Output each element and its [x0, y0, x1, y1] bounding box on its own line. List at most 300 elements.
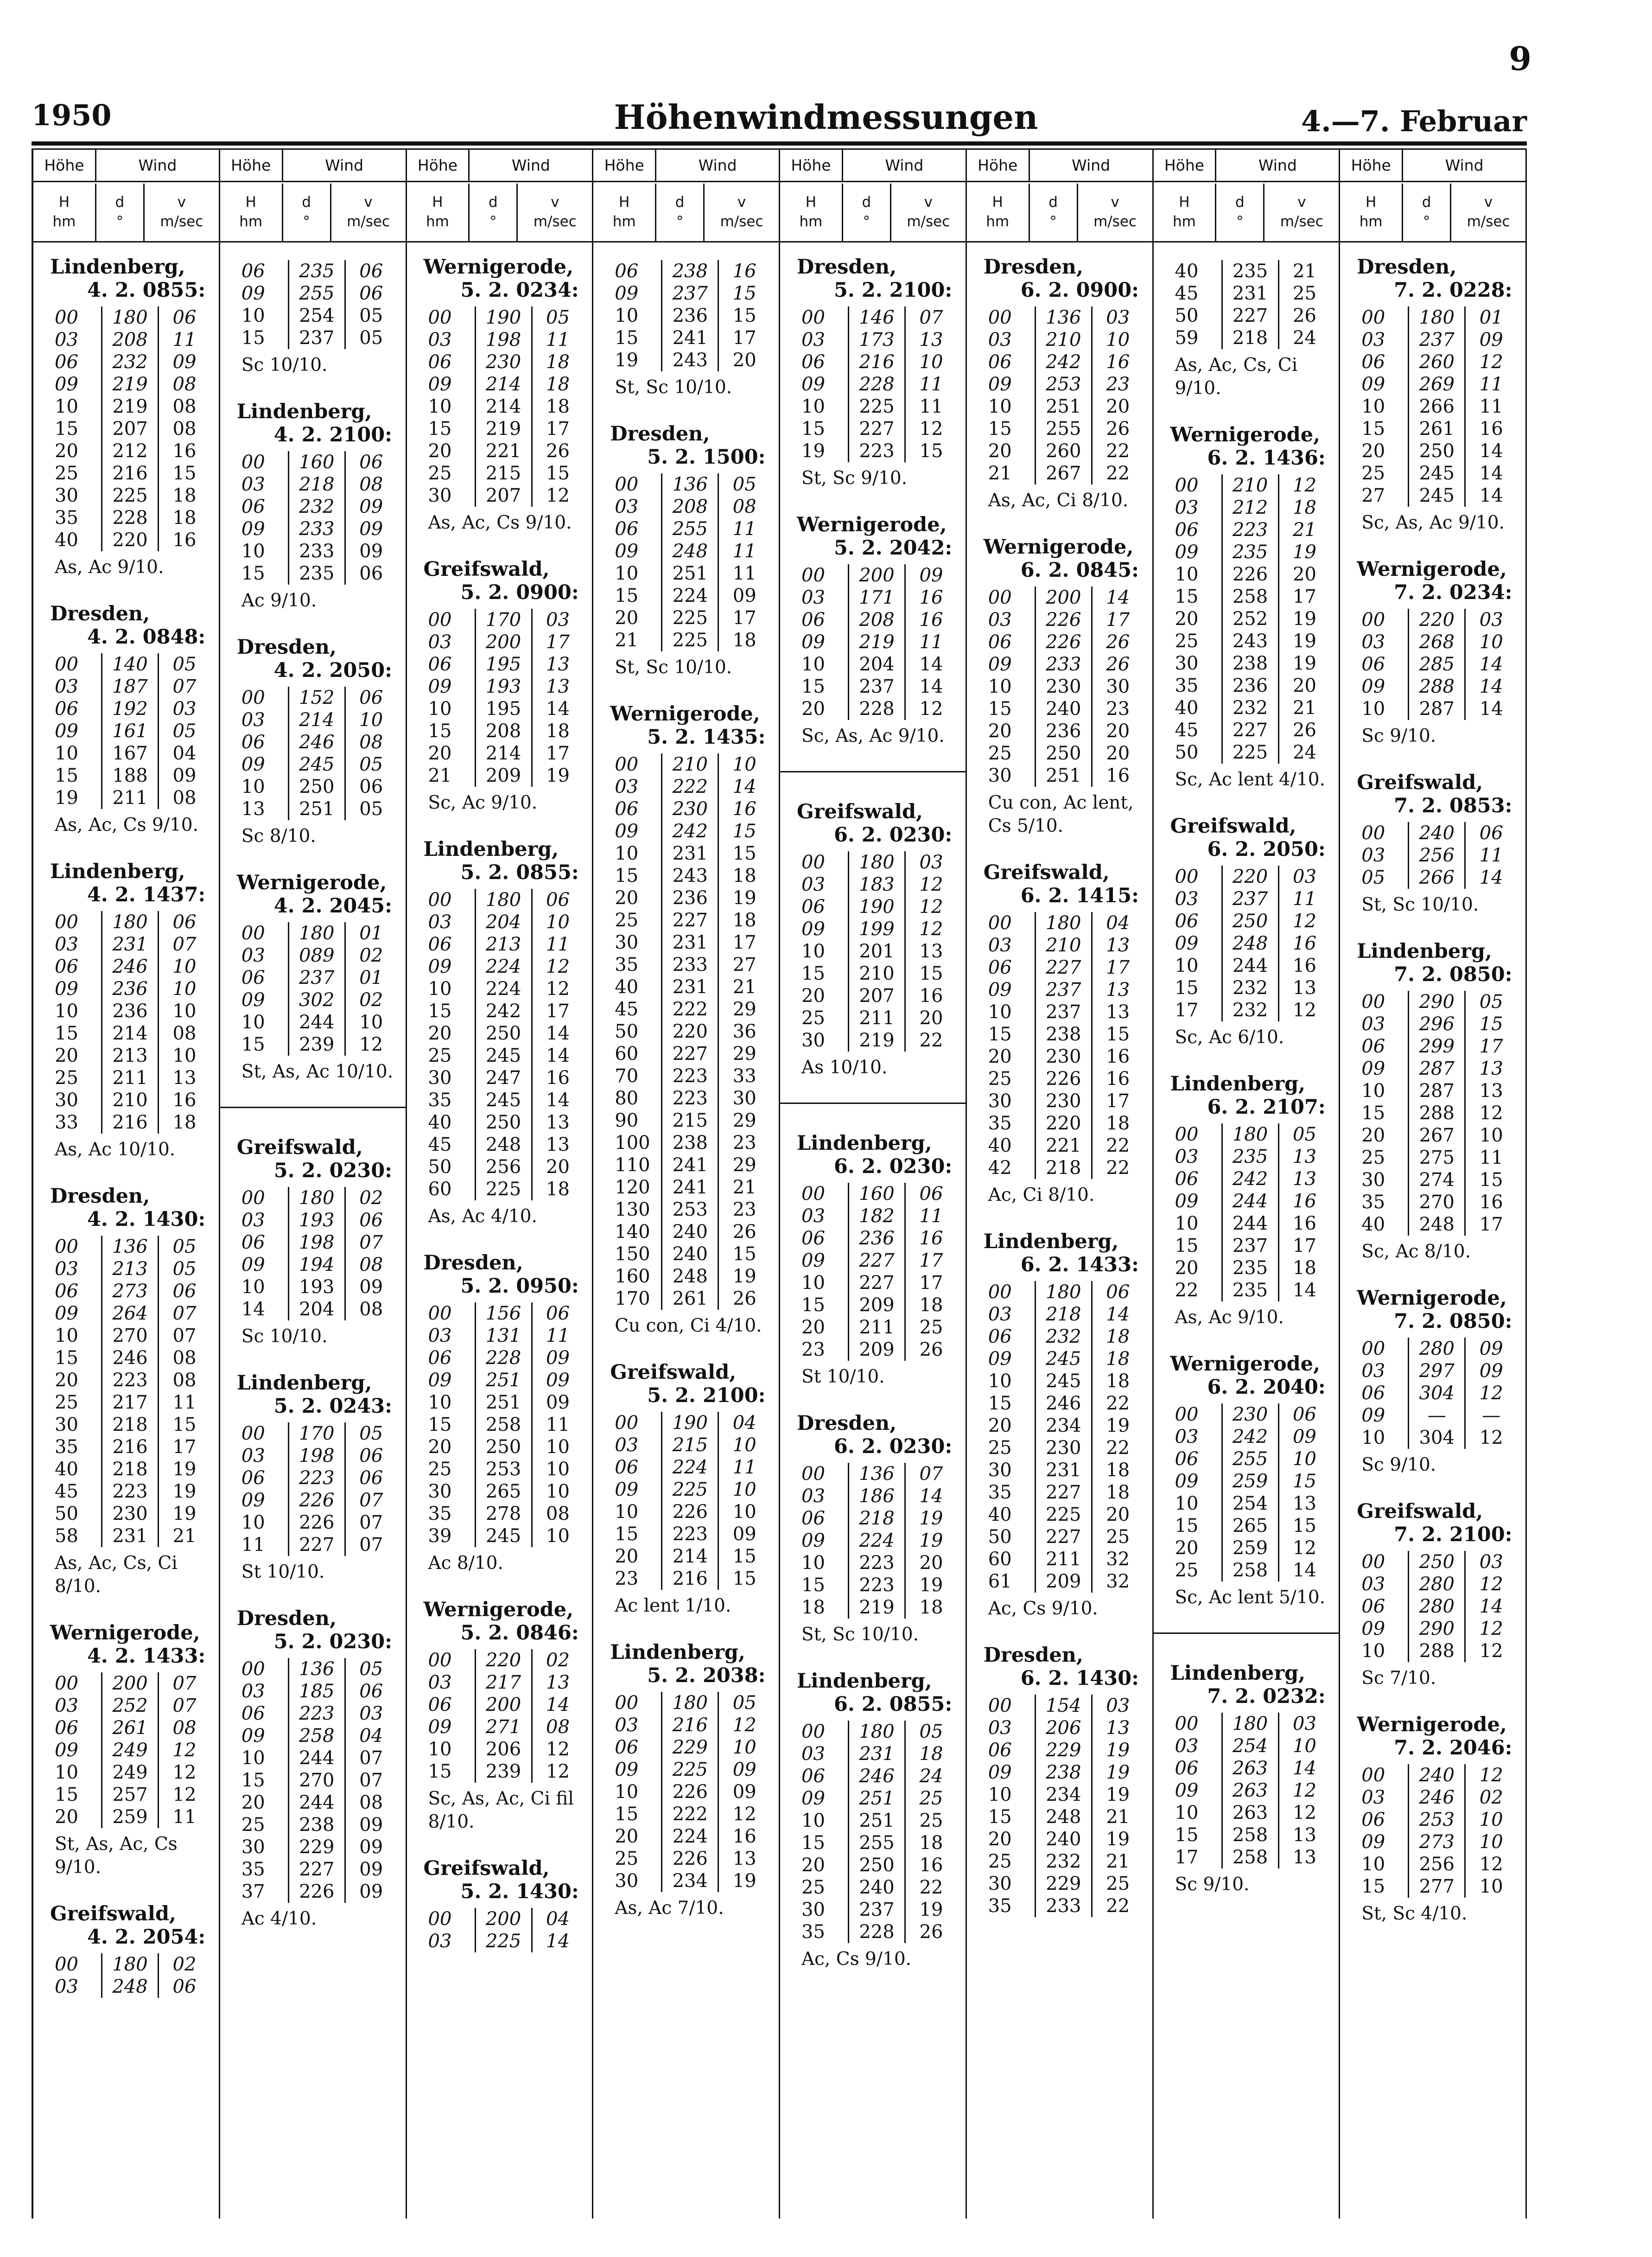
direction-cell: 245 — [475, 1045, 533, 1067]
station-block — [610, 1641, 771, 1920]
column-header-row-1 — [220, 150, 406, 182]
speed-cell: 10 — [1479, 1831, 1503, 1853]
speed-cell: 16 — [1106, 1046, 1130, 1067]
table-column — [593, 150, 780, 2219]
measurement-row — [1170, 1470, 1332, 1492]
height-unit-header — [780, 184, 843, 241]
direction-cell: 226 — [1035, 609, 1093, 631]
direction-header — [470, 184, 518, 241]
height-cell: 20 — [801, 985, 825, 1007]
direction-cell: 226 — [661, 1501, 719, 1523]
height-cell: 06 — [1175, 911, 1199, 932]
measurement-row — [50, 1280, 211, 1302]
measurement-row — [984, 1695, 1145, 1717]
speed-cell: 12 — [172, 1740, 197, 1761]
speed-cell: — — [1482, 1405, 1501, 1426]
direction-cell: 226 — [1035, 631, 1093, 653]
speed-cell: 19 — [1106, 1415, 1130, 1436]
measurement-row — [424, 1302, 585, 1325]
height-cell: 15 — [55, 1023, 78, 1044]
speed-cell: 14 — [1479, 698, 1503, 720]
height-cell: 06 — [615, 261, 639, 282]
measurement-row — [610, 1087, 771, 1109]
direction-cell: 299 — [1408, 1035, 1466, 1058]
height-cell: 22 — [1175, 1280, 1199, 1301]
speed-cell: 11 — [732, 541, 756, 562]
height-cell: 27 — [1361, 485, 1385, 506]
speed-cell: 10 — [1479, 631, 1503, 653]
height-cell: 06 — [801, 1766, 825, 1787]
height-cell: 35 — [428, 1503, 452, 1524]
height-cell: 45 — [1175, 720, 1199, 741]
height-cell: 15 — [615, 865, 639, 886]
station-block — [797, 513, 958, 748]
height-cell: 30 — [801, 1030, 825, 1051]
station-block — [424, 1251, 585, 1575]
measurement-row — [50, 395, 211, 418]
station-block — [50, 1621, 211, 1879]
station-datetime: 6. 2. 1430: — [1020, 1667, 1139, 1690]
direction-cell: 237 — [1035, 979, 1093, 1001]
station-name: Lindenberg, — [797, 1132, 932, 1155]
speed-cell: 12 — [1479, 1427, 1503, 1448]
station-datetime: 5. 2. 0846: — [460, 1621, 579, 1645]
direction-cell: 222 — [661, 998, 719, 1020]
speed-cell: 21 — [172, 1525, 197, 1547]
direction-cell: 237 — [848, 1899, 906, 1921]
measurement-row — [237, 540, 398, 562]
height-cell: 09 — [615, 1759, 639, 1780]
height-cell: 03 — [55, 1976, 78, 1997]
speed-cell: 33 — [732, 1065, 756, 1087]
height-cell: 06 — [428, 934, 452, 955]
column-body — [593, 242, 779, 1920]
speed-cell: 16 — [172, 1090, 197, 1111]
hoehe-header: Höhe — [33, 150, 96, 181]
speed-cell: 19 — [1293, 542, 1316, 563]
measurement-row — [424, 653, 585, 676]
direction-cell: 251 — [475, 1391, 533, 1414]
measurement-row — [1170, 1123, 1332, 1146]
speed-cell: 30 — [732, 1088, 756, 1109]
direction-cell: 254 — [1221, 1492, 1279, 1515]
cloud-remark: St, Sc 9/10. — [801, 468, 908, 489]
d-label: d — [489, 194, 498, 211]
height-cell: 15 — [1361, 1103, 1385, 1124]
measurement-row — [424, 1391, 585, 1414]
direction-cell: 260 — [1035, 440, 1093, 462]
direction-cell: 211 — [848, 1007, 906, 1029]
speed-cell: 14 — [1479, 440, 1503, 462]
height-cell: 06 — [988, 1326, 1012, 1347]
speed-header — [331, 184, 406, 241]
speed-cell: 12 — [1293, 1802, 1316, 1823]
direction-cell: 193 — [475, 676, 533, 698]
speed-cell: 25 — [1106, 1526, 1130, 1548]
d-label: d — [1048, 194, 1058, 211]
height-cell: 03 — [1175, 497, 1199, 518]
measurement-row — [984, 956, 1145, 979]
speed-cell: 12 — [1293, 475, 1316, 496]
direction-cell: 227 — [1221, 305, 1279, 327]
measurement-row — [1357, 1191, 1518, 1213]
measurement-row — [424, 889, 585, 911]
speed-cell: 11 — [1479, 845, 1503, 866]
station-datetime: 5. 2. 2042: — [834, 536, 953, 560]
speed-cell: 10 — [546, 1436, 570, 1458]
cloud-remark: Ac, Cs 9/10. — [801, 1949, 912, 1970]
height-cell: 20 — [801, 698, 825, 720]
speed-cell: 18 — [172, 485, 197, 506]
measurement-row — [50, 1672, 211, 1695]
measurement-row — [424, 1134, 585, 1156]
measurement-rows — [237, 1187, 398, 1320]
direction-cell: 256 — [1408, 1853, 1466, 1875]
height-cell: 09 — [988, 1762, 1012, 1783]
measurement-row — [610, 607, 771, 629]
station-block — [424, 558, 585, 815]
measurement-row — [1357, 351, 1518, 373]
measurement-row — [984, 979, 1145, 1001]
measurement-row — [50, 351, 211, 373]
height-cell: 03 — [241, 474, 265, 495]
column-header-row-2 — [1154, 184, 1339, 241]
measurement-row — [984, 1526, 1145, 1548]
direction-cell: 250 — [288, 776, 346, 798]
direction-cell: 227 — [848, 1250, 906, 1272]
station-datetime: 7. 2. 2046: — [1394, 1736, 1512, 1760]
direction-cell: 245 — [1035, 1370, 1093, 1392]
height-cell: 03 — [428, 1931, 452, 1952]
height-cell: 09 — [615, 541, 639, 562]
measurement-row — [237, 1836, 398, 1858]
speed-cell: 14 — [919, 1486, 943, 1507]
measurement-rows — [424, 1302, 585, 1547]
measurement-row — [984, 934, 1145, 956]
direction-cell: 230 — [1221, 1403, 1279, 1426]
height-cell: 15 — [1175, 586, 1199, 607]
direction-cell: 280 — [1408, 1595, 1466, 1618]
direction-cell: 265 — [1221, 1515, 1279, 1537]
direction-header — [283, 184, 331, 241]
direction-cell: 232 — [288, 496, 346, 518]
speed-cell: 32 — [1106, 1549, 1130, 1570]
wind-header: Wind — [138, 156, 177, 174]
cloud-remark: Ac, Ci 8/10. — [988, 1185, 1095, 1205]
msec-label: m/sec — [533, 213, 577, 230]
height-cell: 00 — [241, 1658, 265, 1680]
measurement-row — [610, 1176, 771, 1199]
speed-cell: 13 — [919, 941, 943, 962]
height-cell: 20 — [55, 1806, 78, 1828]
direction-cell: 224 — [661, 585, 719, 607]
h-label: H — [58, 194, 70, 211]
height-cell: 09 — [428, 676, 452, 697]
direction-cell: 227 — [1221, 719, 1279, 741]
measurement-row — [610, 1501, 771, 1523]
measurement-row — [424, 720, 585, 742]
height-cell: 20 — [988, 1046, 1012, 1067]
height-cell: 06 — [55, 1717, 78, 1739]
direction-cell: 226 — [661, 1848, 719, 1870]
measurement-row — [1357, 1786, 1518, 1809]
direction-cell: 223 — [661, 1523, 719, 1545]
column-body — [1340, 242, 1525, 1925]
cloud-remark: Sc, Ac lent 4/10. — [1175, 769, 1325, 790]
hoehe-header: Höhe — [967, 150, 1030, 181]
speed-cell: 20 — [1106, 743, 1130, 764]
speed-cell: 17 — [546, 1001, 570, 1022]
height-cell: 09 — [1361, 1058, 1385, 1079]
direction-cell: 224 — [475, 956, 533, 978]
speed-cell: 18 — [919, 1294, 943, 1316]
height-cell: 20 — [615, 1546, 639, 1567]
height-cell: 09 — [988, 374, 1012, 395]
direction-cell: 180 — [661, 1692, 719, 1714]
height-cell: 35 — [988, 1482, 1012, 1503]
speed-cell: 08 — [546, 1716, 570, 1738]
speed-cell: 16 — [172, 529, 197, 551]
speed-cell: 07 — [359, 1512, 383, 1533]
speed-cell: 12 — [1479, 1383, 1503, 1404]
direction-cell: 240 — [661, 1221, 719, 1243]
direction-cell: 226 — [1221, 563, 1279, 586]
height-cell: 10 — [988, 396, 1012, 417]
measurement-row — [237, 687, 398, 709]
direction-cell: 245 — [288, 753, 346, 776]
height-cell: 35 — [988, 1895, 1012, 1917]
height-cell: 00 — [428, 889, 452, 911]
speed-cell: 05 — [359, 754, 383, 775]
height-cell: 60 — [615, 1043, 639, 1065]
measurement-row — [50, 720, 211, 742]
speed-cell: 08 — [732, 496, 756, 517]
height-cell: 35 — [801, 1921, 825, 1943]
measurement-row — [50, 911, 211, 933]
station-datetime: 5. 2. 0900: — [460, 581, 579, 604]
direction-cell: 245 — [475, 1089, 533, 1111]
speed-cell: 18 — [1106, 1113, 1130, 1134]
measurement-row — [610, 1781, 771, 1803]
measurement-row — [984, 1895, 1145, 1917]
cloud-remark: Sc 7/10. — [1361, 1668, 1436, 1689]
height-cell: 130 — [615, 1199, 650, 1220]
speed-cell: 12 — [1293, 1000, 1316, 1021]
height-cell: 15 — [988, 1806, 1012, 1828]
height-cell: 09 — [1361, 676, 1385, 697]
direction-cell: 253 — [1035, 373, 1093, 395]
cloud-remark: Sc 10/10. — [241, 1326, 328, 1347]
speed-cell: 12 — [1293, 1537, 1316, 1559]
direction-cell: 240 — [1408, 1764, 1466, 1786]
direction-cell: 288 — [1408, 676, 1466, 698]
speed-cell: 20 — [1293, 564, 1316, 585]
height-cell: 00 — [241, 923, 265, 944]
measurement-row — [610, 1020, 771, 1043]
measurement-row — [424, 395, 585, 418]
height-cell: 20 — [988, 1415, 1012, 1436]
measurement-rows — [797, 1463, 958, 1619]
station-block — [1170, 260, 1332, 400]
height-cell: 10 — [241, 1747, 265, 1769]
height-cell: 30 — [615, 1870, 639, 1892]
station-block — [610, 1361, 771, 1618]
measurement-row — [424, 329, 585, 351]
direction-cell: 225 — [475, 1178, 533, 1200]
height-cell: 03 — [55, 1258, 78, 1280]
speed-cell: 03 — [919, 852, 943, 873]
height-cell: 06 — [801, 351, 825, 373]
direction-cell: 287 — [1408, 1058, 1466, 1080]
measurement-row — [237, 989, 398, 1011]
station-name: Greifswald, — [983, 861, 1110, 884]
speed-cell: 14 — [1479, 867, 1503, 888]
height-cell: 00 — [1175, 1124, 1199, 1145]
measurement-row — [610, 349, 771, 371]
cloud-remark: As, Ac, Cs, Ci 8/10. — [55, 1553, 178, 1597]
direction-cell: 233 — [1035, 653, 1093, 676]
height-cell: 03 — [988, 1717, 1012, 1739]
height-cell: 20 — [988, 720, 1012, 742]
speed-cell: 20 — [546, 1156, 570, 1178]
height-cell: 15 — [801, 1575, 825, 1596]
direction-cell: 241 — [661, 1154, 719, 1176]
d-label: d — [302, 194, 311, 211]
station-block — [237, 1371, 398, 1584]
direction-cell: 264 — [101, 1302, 159, 1325]
direction-cell: 278 — [475, 1503, 533, 1525]
cloud-remark: As, Ac 10/10. — [55, 1139, 176, 1160]
height-cell: 09 — [1361, 1618, 1385, 1639]
speed-cell: 09 — [359, 1859, 383, 1880]
height-cell: 06 — [1175, 1168, 1199, 1190]
speed-cell: 17 — [919, 1250, 943, 1271]
cloud-remark: Sc 10/10. — [241, 355, 328, 376]
height-unit-header — [593, 184, 656, 241]
height-cell: 03 — [428, 329, 452, 351]
height-cell: 10 — [428, 698, 452, 720]
height-cell: 09 — [1175, 1780, 1199, 1801]
station-name: Wernigerode, — [236, 871, 387, 894]
speed-cell: 12 — [1479, 1854, 1503, 1875]
measurement-row — [984, 1157, 1145, 1179]
direction-cell: 232 — [101, 351, 159, 373]
speed-cell: 09 — [732, 1524, 756, 1545]
measurement-row — [237, 1511, 398, 1534]
height-cell: 10 — [988, 1001, 1012, 1023]
measurement-row — [610, 540, 771, 562]
direction-cell: 235 — [1221, 1257, 1279, 1279]
speed-cell: 16 — [1293, 933, 1316, 954]
speed-cell: 14 — [1479, 485, 1503, 506]
cloud-remark: Ac 8/10. — [428, 1553, 503, 1574]
speed-cell: 16 — [1106, 765, 1130, 786]
speed-cell: 17 — [732, 932, 756, 953]
height-cell: 00 — [801, 307, 825, 328]
direction-cell: 261 — [101, 1717, 159, 1739]
height-cell: 10 — [428, 396, 452, 417]
cloud-remark: Cu con, Ci 4/10. — [615, 1315, 762, 1336]
table-column — [220, 150, 407, 2219]
measurement-row — [237, 1254, 398, 1276]
measurement-row — [237, 798, 398, 820]
column-header-row-2 — [220, 184, 406, 241]
measurement-rows — [984, 1281, 1145, 1593]
measurement-rows — [610, 473, 771, 651]
speed-cell: 16 — [732, 261, 756, 282]
measurement-row — [50, 1391, 211, 1414]
measurement-rows — [50, 653, 211, 809]
speed-cell: 19 — [919, 1575, 943, 1596]
speed-cell: 09 — [359, 1276, 383, 1298]
measurement-row — [984, 1023, 1145, 1046]
speed-cell: 15 — [1293, 1471, 1316, 1492]
measurement-row — [424, 1414, 585, 1436]
speed-cell: 09 — [359, 496, 383, 517]
measurement-row — [984, 698, 1145, 720]
speed-cell: 09 — [172, 765, 197, 786]
measurement-row — [237, 731, 398, 753]
measurement-row — [610, 327, 771, 349]
speed-cell: 17 — [546, 418, 570, 440]
station-name: Wernigerode, — [610, 702, 760, 726]
direction-cell: 260 — [1408, 351, 1466, 373]
speed-cell: 16 — [546, 1067, 570, 1089]
speed-cell: 19 — [172, 1459, 197, 1480]
speed-cell: 06 — [919, 1183, 943, 1205]
speed-cell: 16 — [732, 798, 756, 820]
measurement-rows — [1170, 1403, 1332, 1581]
measurement-row — [1357, 329, 1518, 351]
speed-cell: 25 — [1293, 283, 1316, 304]
measurement-row — [1170, 1448, 1332, 1470]
speed-cell: 09 — [1479, 1360, 1503, 1382]
height-cell: 15 — [241, 1770, 265, 1791]
measurement-row — [984, 1481, 1145, 1504]
speed-cell: 17 — [1293, 586, 1316, 607]
station-datetime: 7. 2. 0228: — [1394, 279, 1512, 302]
measurement-row — [237, 1489, 398, 1511]
direction-cell: 217 — [475, 1671, 533, 1694]
height-cell: 10 — [1361, 1080, 1385, 1102]
measurement-row — [424, 1525, 585, 1547]
height-cell: 30 — [55, 485, 78, 506]
station-datetime: 7. 2. 0850: — [1394, 1310, 1512, 1333]
speed-cell: 11 — [919, 1205, 943, 1227]
speed-cell: 14 — [1479, 463, 1503, 484]
measurement-row — [1170, 977, 1332, 999]
height-cell: 00 — [241, 1423, 265, 1444]
speed-cell: 22 — [1106, 1157, 1130, 1179]
station-datetime: 6. 2. 0230: — [834, 823, 953, 847]
measurement-row — [424, 1738, 585, 1760]
direction-cell: 257 — [101, 1784, 159, 1806]
direction-cell: 228 — [101, 507, 159, 529]
direction-cell: 219 — [101, 373, 159, 395]
speed-cell: 13 — [1106, 935, 1130, 956]
measurement-row — [50, 1695, 211, 1717]
height-cell: 06 — [428, 351, 452, 373]
height-cell: 09 — [55, 720, 78, 742]
measurement-row — [797, 896, 958, 918]
measurement-row — [1357, 1595, 1518, 1618]
direction-cell: 186 — [848, 1485, 906, 1507]
speed-cell: 16 — [1106, 351, 1130, 373]
height-cell: 09 — [428, 1370, 452, 1391]
direction-cell: 230 — [1035, 1090, 1093, 1112]
measurement-row — [1170, 1146, 1332, 1168]
speed-cell: 06 — [172, 1976, 197, 1997]
